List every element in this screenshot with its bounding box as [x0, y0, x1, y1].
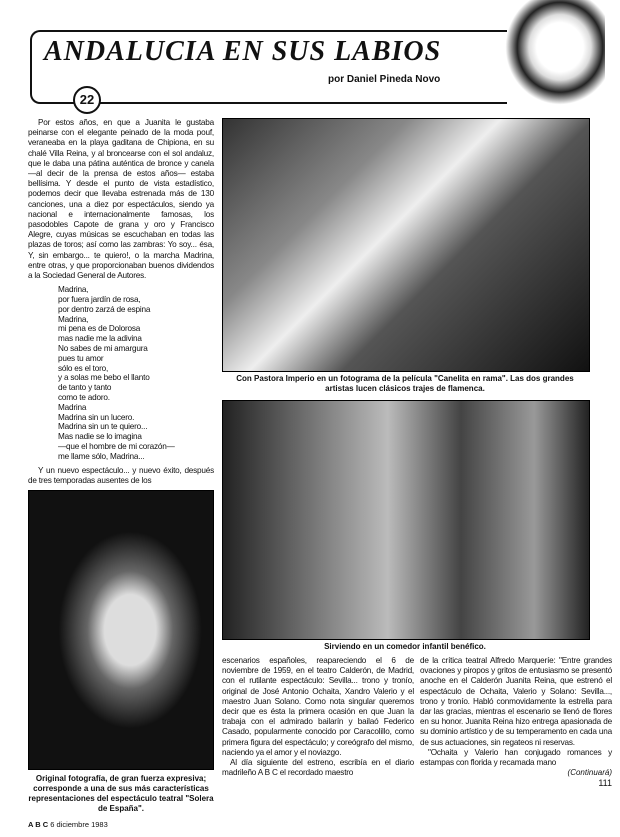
- portrait-illustration: [505, 0, 605, 105]
- bottom-columns: [222, 656, 612, 834]
- article-column: escenarios españoles, reapareciendo el 6 de noviembre de 1959, en el teatro Calderón, de Madrid, con el rutilante espectáculo: Sevilla... trono y tronío, original de José Antonio Ochaita, Xandro Valerio y el maestro Juan Solano. Como nota singular queremos decir que es ésta la primera ocasión en que Juan la trabaja con el admirado bailarín y bailaó Federico Casado, popularmente conocido por Caracolillo, como primera figura del espectáculo; y coreógrafo del mismo, naciendo ya el amor y el noviazgo. Al día siguiente del estreno, escribía en el diario madrileño A B C el recordado maestro: [222, 656, 414, 778]
- page-number: 111: [598, 778, 612, 789]
- article-column: de la crítica teatral Alfredo Marqueríe: "Entre grandes ovaciones y piropos y gritos de entusiasmo se presentó anoche en el Calderón Juanita Reina, que estrenó el espectáculo de Ochaita, Valerio y Solano: Sevilla..., trono y tronío. Habló conmovidamente la estrella para dar las gracias, mientras el escenario se llenó de flores en su honor. Juanita Reina hizo entrega apasionada de su dominio artístico y de su temperamento en cada una de sus actuaciones, sin regateos ni reservas. "Ochaita y Valerio han conjugado romances y estampas con florida y recamada mano: [420, 656, 612, 768]
- article-paragraph: Por estos años, en que a Juanita le gustaba peinarse con el elegante peinado de la moda pouf, veraneaba en la playa gaditana de Chipiona, en su chalé Villa Reina, y al broncearse con el sol andaluz, que le daba una pátina auténtica de bronce y canela —al decir de la prensa de estos años— estaba bellísima. Y desde el punto de vista estadístico, podemos decir que llevaba estrenada más de 130 canciones, una a diez por espectáculos, siendo ya nacional e internacionalmente famosas, los pasodobles Capote de grana y oro y Francisco Alegre, cuyas músicas se escuchaban en todas las plazas de toros; así como las zambras: Yo soy... ésa, Y, sin embargo... te quiero!, o la marcha Madrina, entre otras, y que proporcionaban buenos dividendos a la Sociedad General de Autores.: [28, 118, 214, 281]
- film-still-photo: [222, 118, 590, 372]
- installment-number: 22: [73, 86, 101, 114]
- footer-publication: [28, 820, 214, 830]
- photo-caption: Con Pastora Imperio en un fotograma de la película "Canelita en rama". Las dos grandes artistas lucen clásicos trajes de flamenca.: [236, 374, 574, 393]
- portrait-photo: [28, 490, 214, 770]
- charity-dinner-photo: [222, 400, 590, 640]
- byline: por Daniel Pineda Novo: [328, 74, 441, 85]
- article-paragraph: Y un nuevo espectáculo... y nuevo éxito, después de tres temporadas ausentes de los: [28, 465, 214, 485]
- left-column: [28, 118, 214, 830]
- photo-caption: Original fotografía, de gran fuerza expresiva; corresponde a una de sus más características representaciones del espectáculo teatral "Solera de España".: [28, 774, 214, 813]
- continued-note: (Continuará): [567, 768, 612, 778]
- publication-name: A B C: [28, 820, 49, 829]
- photo-caption: Sirviendo en un comedor infantil benéfico.: [324, 642, 486, 651]
- publication-date: 6 diciembre 1983: [50, 820, 108, 829]
- poem: Madrina, por fuera jardín de rosa, por dentro zarzá de espina Madrina, mi pena es de Dolorosa mas nadie me la adivina No sabes de mi amargura pues tu amor sólo es el toro, y a solas me bebo el llanto de tanto y tanto como te adoro. Madrina Madrina sin un lucero. Madrina sin un te quiero... Mas nadie se lo imagina —que el hombre de mi corazón— me llame sólo, Madrina...: [58, 285, 175, 461]
- page-title: ANDALUCIA EN SUS LABIOS: [44, 36, 442, 67]
